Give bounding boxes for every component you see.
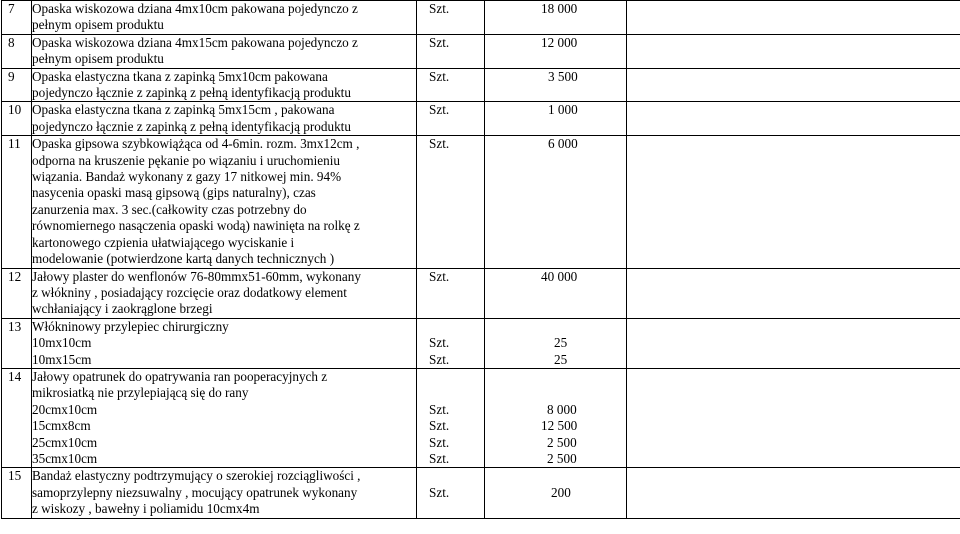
unit-label: Szt. <box>429 418 450 434</box>
unit-cell <box>417 318 485 368</box>
description-line: 20cmx10cm <box>32 401 98 417</box>
unit-label: Szt. <box>429 268 450 284</box>
empty-cell <box>627 34 960 68</box>
quantity-cell <box>485 34 627 68</box>
empty-cell <box>627 468 960 518</box>
description-line: modelowanie (potwierdzone kartą danych technicznych ) <box>32 251 335 267</box>
empty-cell <box>627 318 960 368</box>
item-description <box>32 368 417 467</box>
unit-cell <box>417 136 485 268</box>
description-line: Bandaż elastyczny podtrzymujący o szerokiej rozciągliwości , <box>32 468 361 484</box>
unit-label: Szt. <box>429 401 450 417</box>
table-row <box>2 68 960 102</box>
description-line: 10mx10cm <box>32 335 92 351</box>
description-line: Opaska elastyczna tkana z zapinką 5mx15cm , pakowana <box>32 102 335 118</box>
quantity-value: 2 500 <box>547 434 577 450</box>
description-line: zanurzenia max. 3 sec.(całkowity czas potrzebny do <box>32 201 307 217</box>
unit-cell <box>417 102 485 136</box>
item-description <box>32 268 417 318</box>
unit-label: Szt. <box>429 136 450 152</box>
unit-label: Szt. <box>429 351 450 367</box>
unit-cell <box>417 34 485 68</box>
unit-label <box>429 468 484 484</box>
quantity-value: 3 500 <box>548 68 578 84</box>
quantity-value: 1 000 <box>548 102 578 118</box>
item-description <box>32 136 417 268</box>
table-row <box>2 102 960 136</box>
quantity-cell <box>485 368 627 467</box>
description-line: 35cmx10cm <box>32 450 98 466</box>
description-line: pełnym opisem produktu <box>32 17 164 33</box>
row-number: 9 <box>2 68 32 102</box>
quantity-value: 40 000 <box>541 268 578 284</box>
unit-label: Szt. <box>429 484 450 500</box>
item-description <box>32 1 417 35</box>
description-line: Opaska elastyczna tkana z zapinką 5mx10cm pakowana <box>32 68 328 84</box>
item-description <box>32 468 417 518</box>
quantity-value: 12 000 <box>541 34 578 50</box>
empty-cell <box>627 102 960 136</box>
description-line: wchłaniający i zaokrąglone brzegi <box>32 301 213 317</box>
description-line: pojedynczo łącznie z zapinką z pełną identyfikacją produktu <box>32 118 351 134</box>
row-number: 15 <box>2 468 32 518</box>
unit-cell <box>417 268 485 318</box>
unit-label <box>429 385 484 401</box>
quantity-value: 2 500 <box>547 450 577 466</box>
description-line: Opaska gipsowa szybkowiążąca od 4-6min. rozm. 3mx12cm , <box>32 136 360 152</box>
item-description <box>32 102 417 136</box>
items-table <box>1 0 960 519</box>
unit-label: Szt. <box>429 34 450 50</box>
description-line: wiązania. Bandaż wykonany z gazy 17 nitkowej min. 94% <box>32 169 342 185</box>
table-row <box>2 318 960 368</box>
description-line: Opaska wiskozowa dziana 4mx15cm pakowana pojedynczo z <box>32 34 358 50</box>
description-line: 25cmx10cm <box>32 434 98 450</box>
description-line: Włókninowy przylepiec chirurgiczny <box>32 318 229 334</box>
unit-label: Szt. <box>429 102 450 118</box>
quantity-value: 25 <box>554 335 568 351</box>
table-row <box>2 268 960 318</box>
quantity-cell <box>485 102 627 136</box>
item-description <box>32 68 417 102</box>
quantity-cell <box>485 318 627 368</box>
unit-label: Szt. <box>429 450 450 466</box>
quantity-cell <box>485 136 627 268</box>
quantity-value <box>485 468 626 484</box>
quantity-value <box>485 385 626 401</box>
row-number: 12 <box>2 268 32 318</box>
description-line: Jałowy opatrunek do opatrywania ran pooperacyjnych z <box>32 368 328 384</box>
quantity-cell <box>485 68 627 102</box>
unit-cell <box>417 368 485 467</box>
quantity-cell <box>485 1 627 35</box>
description-line: odporna na kruszenie pękanie po wiązaniu i uruchomieniu <box>32 152 340 168</box>
row-number: 8 <box>2 34 32 68</box>
quantity-value: 200 <box>551 484 571 500</box>
quantity-value: 8 000 <box>547 401 577 417</box>
unit-label <box>429 369 484 385</box>
unit-label: Szt. <box>429 335 450 351</box>
table-row <box>2 34 960 68</box>
quantity-cell <box>485 268 627 318</box>
description-line: kartonowego czpienia ułatwiającego wyciskanie i <box>32 234 295 250</box>
description-line: pojedynczo łącznie z zapinką z pełną identyfikacją produktu <box>32 85 351 101</box>
description-line: Jałowy plaster do wenflonów 76-80mmx51-60mm, wykonany <box>32 268 361 284</box>
table-row <box>2 368 960 467</box>
row-number: 11 <box>2 136 32 268</box>
quantity-value: 6 000 <box>548 136 578 152</box>
quantity-value: 12 500 <box>541 418 578 434</box>
row-number: 14 <box>2 368 32 467</box>
item-description <box>32 318 417 368</box>
empty-cell <box>627 1 960 35</box>
empty-cell <box>627 68 960 102</box>
empty-cell <box>627 368 960 467</box>
description-line: 10mx15cm <box>32 351 92 367</box>
table-row <box>2 1 960 35</box>
description-line: równomiernego nasączenia opaski wodą) nawinięta na rolkę z <box>32 218 360 234</box>
unit-label: Szt. <box>429 434 450 450</box>
description-line: 15cmx8cm <box>32 418 91 434</box>
description-line: z włókniny , posiadający rozcięcie oraz dodatkowy element <box>32 284 347 300</box>
description-line: samoprzylepny niezsuwalny , mocujący opatrunek wykonany <box>32 484 358 500</box>
unit-label <box>429 319 484 335</box>
row-number: 13 <box>2 318 32 368</box>
empty-cell <box>627 268 960 318</box>
unit-cell <box>417 1 485 35</box>
description-line: pełnym opisem produktu <box>32 51 164 67</box>
unit-label: Szt. <box>429 68 450 84</box>
quantity-value: 25 <box>554 351 568 367</box>
table-row <box>2 468 960 518</box>
description-line: z wiskozy , bawełny i poliamidu 10cmx4m <box>32 501 260 517</box>
table-row <box>2 136 960 268</box>
unit-cell <box>417 68 485 102</box>
quantity-value: 18 000 <box>541 1 578 16</box>
description-line: nasycenia opaski masą gipsową (gips naturalny), czas <box>32 185 316 201</box>
row-number: 10 <box>2 102 32 136</box>
row-number: 7 <box>2 1 32 35</box>
description-line: mikrosiatką nie przylepiającą się do rany <box>32 385 249 401</box>
quantity-value <box>485 319 626 335</box>
unit-cell <box>417 468 485 518</box>
unit-label: Szt. <box>429 1 450 16</box>
description-line: Opaska wiskozowa dziana 4mx10cm pakowana pojedynczo z <box>32 1 358 16</box>
empty-cell <box>627 136 960 268</box>
quantity-cell <box>485 468 627 518</box>
item-description <box>32 34 417 68</box>
quantity-value <box>485 369 626 385</box>
